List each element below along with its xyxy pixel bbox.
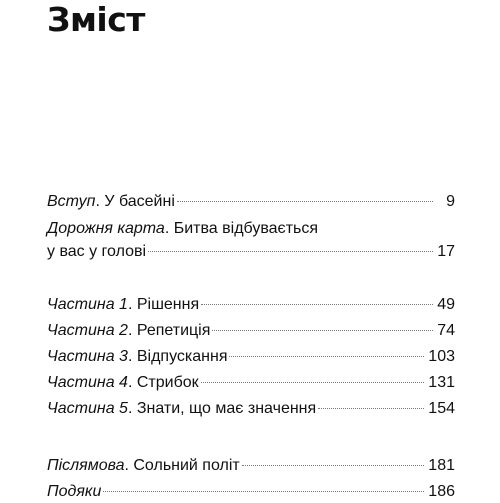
toc-entry-text	[47, 455, 240, 477]
toc-page-number: 49	[437, 296, 455, 313]
toc-entry-title: . Репетиція	[127, 322, 211, 339]
page-title: Зміст	[47, 0, 145, 39]
toc-entry-label: Частина 5	[47, 400, 128, 417]
toc-entry-label: Подяки	[47, 483, 102, 500]
toc-page-number: 154	[428, 400, 455, 417]
toc-entry-title: . Знати, що має значення	[127, 400, 317, 417]
toc-page-number: 103	[428, 348, 455, 365]
dot-leader	[212, 330, 433, 331]
toc-entry-title: . Стрибок	[127, 374, 199, 391]
toc-entry-label: Частина 1	[47, 296, 128, 313]
toc-entry-text	[47, 220, 318, 237]
toc-page-number: 74	[437, 322, 455, 339]
toc-page-number: 17	[437, 243, 455, 260]
toc-page-number: 181	[428, 457, 455, 474]
dot-leader	[177, 201, 433, 202]
toc-page-number: 9	[446, 193, 455, 210]
toc-entry-label: Дорожня карта	[47, 220, 165, 237]
toc-page-number: 131	[428, 374, 455, 391]
toc-entry-label: Частина 4	[47, 374, 128, 391]
dot-leader	[201, 382, 425, 383]
toc-entry-text	[47, 372, 199, 394]
toc-entry-label: Вступ	[47, 193, 96, 210]
toc-entry-title-continued: у вас у голові	[47, 243, 147, 260]
toc-entry-part-2[interactable]	[47, 320, 455, 342]
toc-entry-roadmap-continued[interactable]	[47, 241, 455, 263]
toc-entry-label: Частина 3	[47, 348, 128, 365]
toc-entry-title: . Рішення	[127, 296, 200, 313]
dot-leader	[229, 356, 424, 357]
toc-entry-part-5[interactable]	[47, 398, 455, 420]
dot-leader	[103, 491, 424, 492]
dot-leader	[201, 304, 433, 305]
toc-entry-title: . Відпускання	[127, 348, 228, 365]
toc-entry-text	[47, 346, 227, 368]
toc-page-number: 186	[428, 483, 455, 500]
toc-entry-title: . У басейні	[95, 193, 175, 210]
dot-leader	[242, 465, 425, 466]
dot-leader	[148, 251, 433, 252]
toc-entry-text	[47, 398, 316, 420]
toc-entry-part-1[interactable]	[47, 294, 455, 316]
toc-entry-text	[47, 320, 210, 342]
toc-entry-title: . Битва відбувається	[164, 220, 319, 237]
toc-entry-text	[47, 191, 175, 213]
toc-entry-afterword[interactable]	[47, 455, 455, 477]
toc-entry-roadmap[interactable]	[47, 218, 455, 240]
toc-entry-text	[47, 294, 199, 316]
toc-entry-label: Післямова	[47, 457, 125, 474]
toc-entry-part-3[interactable]	[47, 346, 455, 368]
toc-entry-intro[interactable]	[47, 191, 455, 213]
dot-leader	[318, 408, 424, 409]
toc-entry-part-4[interactable]	[47, 372, 455, 394]
toc-entry-label: Частина 2	[47, 322, 128, 339]
toc-entry-title: . Сольний політ	[124, 457, 240, 474]
